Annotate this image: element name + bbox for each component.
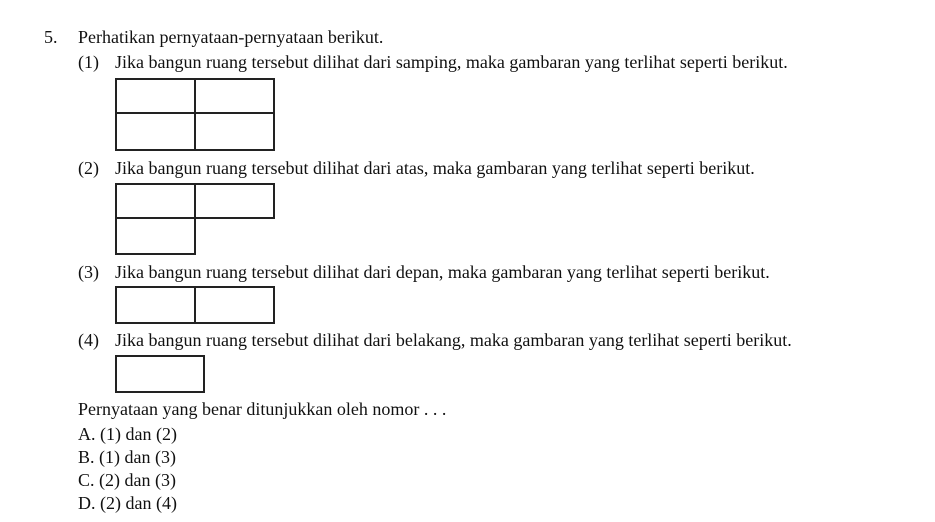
back-view-figure [110, 353, 210, 395]
front-view-figure [110, 284, 280, 326]
option-a-text: (1) dan (2) [100, 424, 177, 444]
option-c-letter: C. [78, 470, 95, 490]
option-d-letter: D. [78, 493, 96, 513]
option-b-text: (1) dan (3) [99, 447, 176, 467]
statement-2-text: Jika bangun ruang tersebut dilihat dari atas, maka gambaran yang terlihat seperti berikut. [115, 158, 755, 178]
statement-1-label: (1) [78, 52, 99, 72]
statement-4-label: (4) [78, 330, 99, 350]
statement-3-label: (3) [78, 262, 99, 282]
option-d[interactable] [78, 493, 177, 513]
option-a[interactable] [78, 424, 177, 444]
side-view-figure [110, 76, 280, 154]
statement-2-label: (2) [78, 158, 99, 178]
cropped-next-line [78, 514, 578, 522]
statement-4-text: Jika bangun ruang tersebut dilihat dari belakang, maka gambaran yang terlihat seperti berikut. [115, 330, 792, 350]
option-b[interactable] [78, 447, 176, 467]
option-d-text: (2) dan (4) [100, 493, 177, 513]
question-number: 5. [44, 27, 58, 47]
top-view-figure [110, 181, 280, 261]
question-instruction: Perhatikan pernyataan-pernyataan berikut. [78, 27, 384, 47]
answer-prompt: Pernyataan yang benar ditunjukkan oleh nomor . . . [78, 399, 447, 419]
statement-3-text: Jika bangun ruang tersebut dilihat dari depan, maka gambaran yang terlihat seperti berikut. [115, 262, 770, 282]
option-a-letter: A. [78, 424, 96, 444]
statement-1-text: Jika bangun ruang tersebut dilihat dari samping, maka gambaran yang terlihat seperti berikut. [115, 52, 788, 72]
option-b-letter: B. [78, 447, 95, 467]
option-c[interactable] [78, 470, 176, 490]
option-c-text: (2) dan (3) [99, 470, 176, 490]
